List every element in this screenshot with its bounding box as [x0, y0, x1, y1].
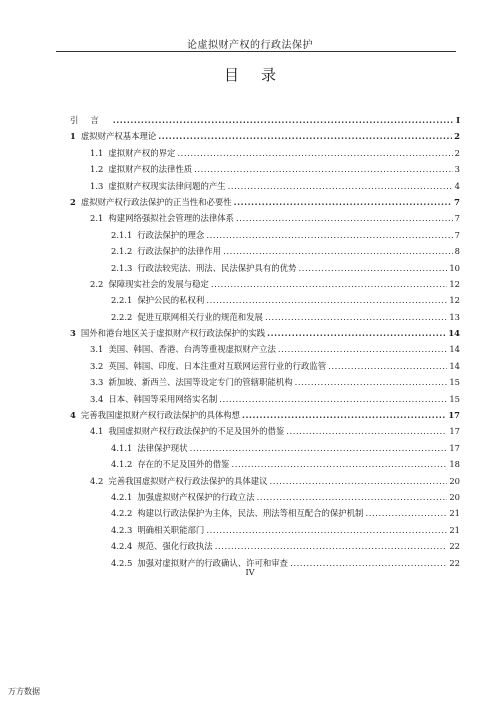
toc-entry-number: 4.1 [90, 426, 104, 437]
toc-entry[interactable] [70, 112, 460, 128]
toc-heading: 目录 [223, 66, 298, 84]
toc-entry[interactable] [70, 522, 460, 538]
toc-entry-number: 4.1.2 [111, 459, 133, 470]
toc-entry-page: 12 [449, 278, 460, 289]
toc-entry-title: 明确相关职能部门 [137, 524, 205, 535]
toc-entry-page: 2 [454, 131, 460, 142]
toc-dot-leader [295, 374, 448, 390]
toc-entry[interactable] [70, 456, 460, 472]
toc-dot-leader [231, 456, 447, 472]
toc-entry-number: 1.3 [90, 180, 104, 191]
toc-dot-leader [215, 538, 448, 554]
toc-entry-number: 4.2 [90, 475, 104, 486]
toc-dot-leader [228, 178, 453, 194]
toc-entry-number: 4.2.5 [111, 557, 133, 568]
toc-entry-title: 保障现实社会的发展与稳定 [108, 278, 209, 289]
toc-dot-leader [265, 309, 447, 325]
header-divider [56, 51, 456, 52]
toc-entry-title: 新加坡、新西兰、法国等设定专门的管辖职能机构 [108, 377, 293, 388]
toc-entry[interactable] [70, 227, 460, 243]
toc-entry-number: 4 [70, 410, 76, 421]
toc-entry[interactable] [70, 292, 460, 308]
toc-entry-title: 法律保护现状 [137, 442, 188, 453]
toc-entry-page: 20 [449, 491, 460, 502]
toc-entry-title: 加强对虚拟财产的行政确认、许可和审查 [137, 557, 289, 568]
toc-entry-page: 21 [449, 524, 460, 535]
toc-entry-title: 促进互联网相关行业的规范和发展 [137, 311, 263, 322]
toc-entry-page: 14 [449, 344, 460, 355]
toc-dot-leader [206, 227, 452, 243]
toc-entry-title: 虚拟财产权基本理论 [80, 131, 157, 142]
toc-entry-title: 国外和港台地区关于虚拟财产权行政法保护的实践 [80, 328, 266, 339]
toc-entry-title: 行政法保护的理念 [137, 229, 205, 240]
toc-entry-title: 完善我国虚拟财产权行政法保护的具体构想 [80, 410, 240, 421]
toc-entry-number: 2.2.1 [111, 295, 133, 306]
toc-entry-title: 引言 [70, 115, 111, 125]
toc-entry-title: 虚拟财产权的法律性质 [108, 164, 193, 175]
toc-entry-number: 2.2.2 [111, 311, 133, 322]
toc-dot-leader [269, 473, 447, 489]
toc-entry-number: 2.1.3 [111, 262, 133, 273]
toc-entry[interactable] [70, 210, 460, 226]
toc-dot-leader [113, 112, 454, 128]
toc-entry-page: 13 [449, 311, 460, 322]
toc-entry[interactable] [70, 505, 460, 521]
watermark-text: 万方数据 [8, 687, 40, 696]
toc-dot-leader [223, 243, 453, 259]
toc-entry-title: 英国、韩国、印度、日本注重对互联网运营行业的行政监管 [108, 360, 327, 371]
toc-entry-page: 7 [454, 196, 460, 207]
toc-dot-leader [190, 440, 448, 456]
toc-entry-title: 虚拟财产权的界定 [108, 147, 176, 158]
toc-dot-leader [328, 358, 447, 374]
toc-entry-number: 2.1.2 [111, 246, 133, 257]
toc-entry-page: 14 [448, 328, 460, 339]
toc-entry-number: 2.2 [90, 278, 104, 289]
toc-dot-leader [236, 210, 453, 226]
toc-dot-leader [267, 325, 446, 341]
running-header: 论虚拟财产权的行政法保护 [187, 40, 313, 51]
toc-entry[interactable] [70, 325, 460, 341]
table-of-contents [70, 112, 460, 571]
toc-dot-leader [298, 260, 447, 276]
toc-dot-leader [194, 161, 453, 177]
toc-entry-number: 4.2.3 [111, 524, 133, 535]
toc-entry-page: 21 [449, 508, 460, 519]
toc-entry-page: 20 [449, 475, 460, 486]
toc-entry-page: 15 [449, 377, 460, 388]
toc-entry-page: 22 [449, 541, 460, 552]
toc-dot-leader [219, 391, 447, 407]
toc-dot-leader [158, 128, 452, 144]
toc-entry-title: 我国虚拟财产权行政法保护的不足及国外的借鉴 [108, 426, 285, 437]
toc-entry-number: 3.1 [90, 344, 104, 355]
toc-entry-page: 18 [449, 459, 460, 470]
toc-dot-leader [206, 292, 447, 308]
toc-dot-leader [177, 145, 452, 161]
toc-entry-title: 日本、韩国等采用网络实名制 [108, 393, 218, 404]
toc-entry-number: 1 [70, 131, 76, 142]
toc-entry-page: 8 [454, 246, 460, 257]
toc-entry-page: 7 [454, 213, 460, 224]
toc-entry[interactable] [70, 423, 460, 439]
toc-entry-title: 虚拟财产权行政法保护的正当性和必要性 [80, 196, 232, 207]
page-number: IV [245, 568, 255, 577]
toc-entry-page: 2 [454, 147, 460, 158]
toc-entry-title: 保护公民的私权利 [137, 295, 205, 306]
toc-entry-page: 3 [454, 164, 460, 175]
toc-entry-page: 15 [449, 393, 460, 404]
toc-entry-number: 3.3 [90, 377, 104, 388]
toc-dot-leader [365, 505, 447, 521]
toc-entry[interactable] [70, 194, 460, 210]
toc-entry-number: 2.1 [90, 213, 104, 224]
toc-entry[interactable] [70, 260, 460, 276]
toc-entry[interactable] [70, 309, 460, 325]
toc-entry-number: 1.1 [90, 147, 104, 158]
toc-entry-title: 构建以行政法保护为主体，民法、刑法等相互配合的保护机制 [137, 508, 364, 519]
toc-entry-page: 17 [449, 426, 460, 437]
toc-entry-title: 规范、强化行政执法 [137, 541, 213, 552]
toc-entry-number: 3 [70, 328, 76, 339]
toc-dot-leader [257, 489, 448, 505]
toc-entry-page: 14 [449, 360, 460, 371]
toc-entry[interactable] [70, 128, 460, 144]
toc-entry-title: 完善我国虚拟财产权行政法保护的具体建议 [108, 475, 268, 486]
toc-entry-number: 2.1.1 [111, 229, 133, 240]
toc-entry[interactable] [70, 358, 460, 374]
toc-entry[interactable] [70, 178, 460, 194]
toc-entry-page: 22 [449, 557, 460, 568]
toc-entry-title: 存在的不足及国外的借鉴 [137, 459, 230, 470]
toc-entry-page: 12 [449, 295, 460, 306]
toc-entry-page: 17 [448, 410, 460, 421]
toc-dot-leader [234, 194, 453, 210]
toc-entry[interactable] [70, 391, 460, 407]
toc-entry-page: 17 [449, 442, 460, 453]
toc-entry-number: 4.2.2 [111, 508, 133, 519]
toc-entry[interactable] [70, 145, 460, 161]
toc-entry-page: I [456, 115, 460, 125]
toc-entry[interactable] [70, 161, 460, 177]
toc-entry-number: 3.4 [90, 393, 104, 404]
toc-entry-title: 虚拟财产权现实法律问题的产生 [108, 180, 226, 191]
toc-dot-leader [242, 407, 446, 423]
toc-entry[interactable] [70, 538, 460, 554]
toc-entry-title: 构建网络强拟社会管理的法律体系 [108, 213, 234, 224]
toc-entry[interactable] [70, 489, 460, 505]
toc-dot-leader [286, 423, 447, 439]
toc-entry[interactable] [70, 276, 460, 292]
toc-entry[interactable] [70, 374, 460, 390]
toc-entry-number: 4.2.4 [111, 541, 133, 552]
toc-entry[interactable] [70, 407, 460, 423]
toc-entry-page: 7 [454, 229, 460, 240]
toc-entry-page: 10 [449, 262, 460, 273]
toc-entry-page: 4 [454, 180, 460, 191]
toc-dot-leader [211, 276, 448, 292]
toc-entry[interactable] [70, 341, 460, 357]
toc-entry-title: 美国、韩国、香港、台湾等重视虚拟财产立法 [108, 344, 276, 355]
toc-entry-title: 加强虚拟财产权保护的行政立法 [137, 491, 255, 502]
toc-entry-number: 3.2 [90, 360, 104, 371]
toc-entry-number: 2 [70, 196, 76, 207]
toc-entry-number: 1.2 [90, 164, 104, 175]
toc-entry[interactable] [70, 473, 460, 489]
toc-entry[interactable] [70, 243, 460, 259]
toc-entry-title: 行政法较宪法、刑法、民法保护具有的优势 [137, 262, 297, 273]
toc-dot-leader [278, 341, 448, 357]
toc-entry-number: 4.1.1 [111, 442, 133, 453]
toc-entry-title: 行政法保护的法律作用 [137, 246, 222, 257]
toc-dot-leader [206, 522, 447, 538]
toc-entry[interactable] [70, 440, 460, 456]
toc-entry-number: 4.2.1 [111, 491, 133, 502]
